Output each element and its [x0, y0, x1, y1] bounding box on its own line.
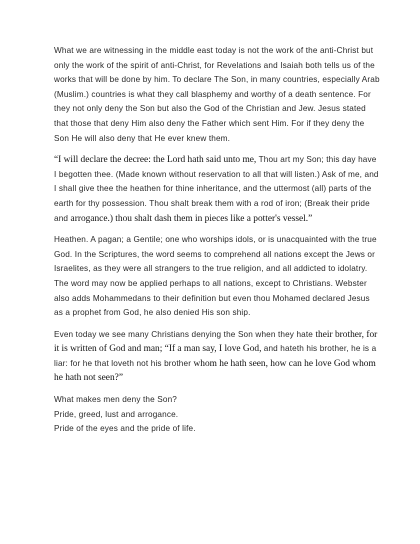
paragraph-psalm-quote [54, 153, 380, 226]
paragraph-text: Heathen. A pagan; a Gentile; one who worships idols, or is unacquainted with the true God. In the Scriptures, the word seems to comprehend all nations except the Jews or Israelites, as they were all strangers to the true religion, and all addicted to idolatry. The word may now be applied perhaps to all nations, except to Christians. Webster also adds Mohammedans to their definition but even thou Mohamed declared Jesus as a prophet from God, he also denied His son ship. [54, 235, 377, 318]
scripture-text-serif-end: whom he hath seen, how can he love God whom he hath not seen?” [54, 358, 376, 384]
paragraph-text: Even today we see many Christians denying the Son when they hate [54, 329, 316, 339]
paragraph-denying-son [54, 328, 380, 386]
quote-text-serif: “I will declare the decree: the Lord hath said unto me, [54, 155, 259, 166]
closing-line: What makes men deny the Son? [54, 395, 177, 405]
closing-line: Pride, greed, lust and arrogance. [54, 409, 179, 419]
paragraph-text: What we are witnessing in the middle east today is not the work of the anti-Christ but only the work of the spirit of anti-Christ, for Revelations and Isaiah both tells us of the works that will be done by him. To declare The Son, in many countries, especially Arab (Muslim.) countries is what they call blasphemy and worthy of a death sentence. For they not only deny the Son but also the God of the Christian and Jew. Jesus stated that those that deny Him also deny the Father which sent Him. For if they deny the Son He will also deny that He ever knew them. [54, 46, 380, 143]
paragraph-intro [54, 44, 380, 146]
closing-lines [54, 393, 380, 437]
paragraph-heathen-definition [54, 233, 380, 321]
closing-line: Pride of the eyes and the pride of life. [54, 424, 196, 434]
scripture-text: and hateth his brother, he is a liar: for he that loveth not his brother [54, 344, 377, 368]
quote-text: Thou art my Son; this day have I begotten thee. (Made known without reservation to all that will listen.) Ask of me, and I shall give thee the heathen for thine inheritance, and the uttermost (all) parts of the earth for thy possession. Thou shalt break them with a rod of iron; (Break their pride and [54, 155, 379, 223]
scripture-text-serif: their brother, for it is written of God and man; “If a man say, I love God, [54, 329, 378, 355]
quote-text-serif-end: arrogance.) thou shalt dash them in pieces like a potter's vessel.” [70, 213, 313, 224]
